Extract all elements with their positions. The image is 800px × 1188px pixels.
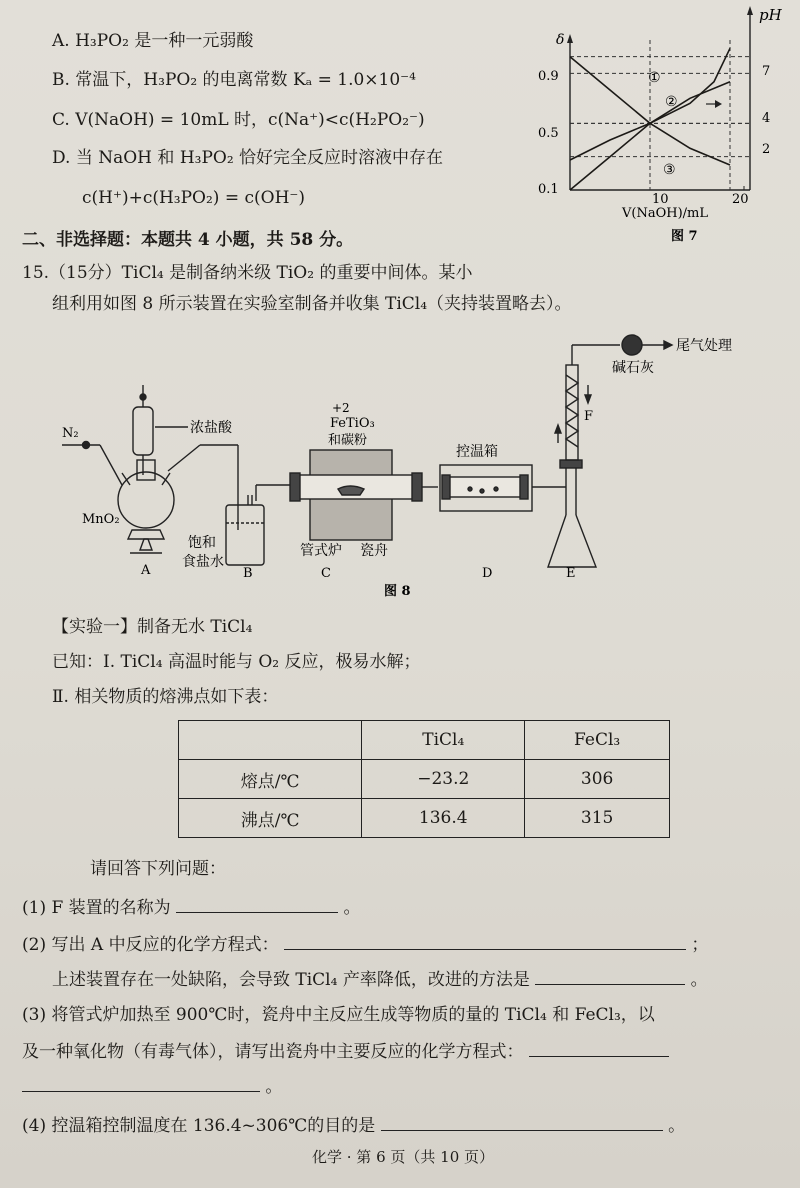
option-d-line1: D. 当 NaOH 和 H₃PO₂ 恰好完全反应时溶液中存在 — [52, 148, 444, 168]
question-2a-end: ； — [691, 935, 709, 955]
table-row — [179, 799, 670, 838]
fig7-left-tick-1: 0.5 — [538, 126, 559, 141]
question-1 — [22, 896, 361, 919]
question-4-end: 。 — [668, 1116, 686, 1136]
fig7-caption: 图 7 — [671, 229, 698, 244]
question-2b-end: 。 — [690, 970, 708, 990]
q15-intro-line2: 组利用如图 8 所示装置在实验室制备并收集 TiCl₄（夹持装置略去）。 — [52, 294, 572, 314]
table-header-cell: FeCl₃ — [525, 721, 670, 760]
fig8-A-label: A — [141, 563, 151, 578]
option-d-line2: c(H⁺)+c(H₃PO₂) = c(OH⁻) — [82, 188, 306, 208]
question-3-end: 。 — [265, 1077, 283, 1097]
fig8-sodalime-label: 碱石灰 — [612, 360, 654, 376]
table-header-cell — [179, 721, 362, 760]
fig8-caption: 图 8 — [384, 584, 411, 599]
table-cell: 沸点/℃ — [179, 799, 362, 838]
table-row — [179, 760, 670, 799]
fig7-curve-label-2: ② — [665, 94, 678, 110]
fig7-right-axis-label: pH — [759, 6, 782, 24]
fig8-E-label: E — [566, 566, 576, 581]
answer-blank-1[interactable] — [176, 896, 338, 913]
section-2-heading: 二、非选择题：本题共 4 小题，共 58 分。 — [22, 230, 354, 250]
fig8-carbon-label: 和碳粉 — [328, 433, 368, 448]
melting-boiling-table — [178, 720, 670, 838]
exp1-known-2: Ⅱ. 相关物质的熔沸点如下表： — [52, 687, 279, 707]
fig8-fetio3-label: FeTiO₃ — [330, 416, 375, 431]
fig8-sat1-label: 饱和 — [188, 535, 216, 551]
fig8-mno2-label: MnO₂ — [82, 512, 120, 527]
table-cell: 315 — [525, 799, 670, 838]
answer-blank-2b[interactable] — [535, 968, 685, 985]
fig7-curve-label-3: ③ — [663, 162, 676, 178]
table-cell: 136.4 — [362, 799, 525, 838]
fig8-B-label: B — [243, 566, 253, 581]
fig8-F-label: F — [584, 409, 594, 424]
exp1-title: 【实验一】制备无水 TiCl₄ — [52, 617, 253, 637]
fig8-furnace-label: 管式炉 — [300, 543, 342, 559]
question-1-end: 。 — [343, 898, 361, 918]
fig8-hcl-label: 浓盐酸 — [190, 420, 232, 436]
fig8-C-label: C — [321, 566, 331, 581]
fig7-x-tick-1: 20 — [732, 192, 749, 207]
page-footer: 化学 · 第 6 页（共 10 页） — [312, 1148, 495, 1166]
fig7-right-tick-1: 4 — [762, 111, 771, 126]
fig8-sat2-label: 食盐水 — [182, 554, 224, 570]
answer-blank-3a[interactable] — [529, 1040, 669, 1057]
fig7-left-tick-2: 0.1 — [538, 182, 559, 197]
fig7-left-axis-label: δ — [556, 32, 565, 48]
question-4 — [22, 1114, 685, 1137]
table-cell: 熔点/℃ — [179, 760, 362, 799]
answer-blank-4[interactable] — [381, 1114, 663, 1131]
figure-8-apparatus — [0, 325, 800, 605]
fig7-x-axis-label: V(NaOH)/mL — [622, 206, 708, 221]
table-header-row — [179, 721, 670, 760]
option-b: B. 常温下，H₃PO₂ 的电离常数 Kₐ = 1.0×10⁻⁴ — [52, 70, 416, 90]
table-header-cell: TiCl₄ — [362, 721, 525, 760]
question-3-line1: (3) 将管式炉加热至 900℃时，瓷舟中主反应生成等物质的量的 TiCl₄ 和 FeCl₃，以 — [22, 1005, 655, 1025]
question-1-text: (1) F 装置的名称为 — [22, 898, 171, 918]
fig8-box-label: 控温箱 — [456, 444, 498, 460]
question-3-line2 — [22, 1040, 669, 1063]
question-3-line3 — [22, 1075, 282, 1098]
fig7-x-tick-0: 10 — [652, 192, 669, 207]
option-c: C. V(NaOH) = 10mL 时，c(Na⁺)<c(H₂PO₂⁻) — [52, 110, 425, 130]
fig7-right-tick-0: 7 — [762, 64, 771, 79]
fig8-tail-label: 尾气处理 — [676, 338, 732, 354]
fig7-right-tick-2: 2 — [762, 142, 771, 157]
question-2b-text: 上述装置存在一处缺陷，会导致 TiCl₄ 产率降低，改进的方法是 — [52, 970, 530, 990]
fig8-boat-label: 瓷舟 — [360, 543, 388, 559]
question-2a — [22, 933, 708, 956]
option-a: A. H₃PO₂ 是一种一元弱酸 — [52, 31, 254, 51]
question-2b — [52, 968, 708, 991]
fig7-left-tick-0: 0.9 — [538, 69, 559, 84]
exp1-known-1: 已知：Ⅰ. TiCl₄ 高温时能与 O₂ 反应，极易水解； — [52, 652, 421, 672]
question-3-text: 及一种氧化物（有毒气体），请写出瓷舟中主要反应的化学方程式： — [22, 1042, 524, 1062]
question-4-text: (4) 控温箱控制温度在 136.4~306℃的目的是 — [22, 1116, 376, 1136]
question-2a-text: (2) 写出 A 中反应的化学方程式： — [22, 935, 279, 955]
fig8-n2-label: N₂ — [62, 426, 79, 441]
answer-blank-3b[interactable] — [22, 1075, 260, 1092]
q15-intro-line1: 15.（15分）TiCl₄ 是制备纳米级 TiO₂ 的重要中间体。某小 — [22, 263, 473, 283]
table-cell: −23.2 — [362, 760, 525, 799]
answer-blank-2a[interactable] — [284, 933, 686, 950]
fig8-D-label: D — [482, 566, 493, 581]
fig7-curve-label-1: ① — [648, 70, 661, 86]
table-cell: 306 — [525, 760, 670, 799]
figure-7-chart — [528, 0, 800, 245]
questions-prompt: 请回答下列问题： — [90, 859, 226, 879]
fig8-plus2-label: +2 — [332, 401, 350, 415]
